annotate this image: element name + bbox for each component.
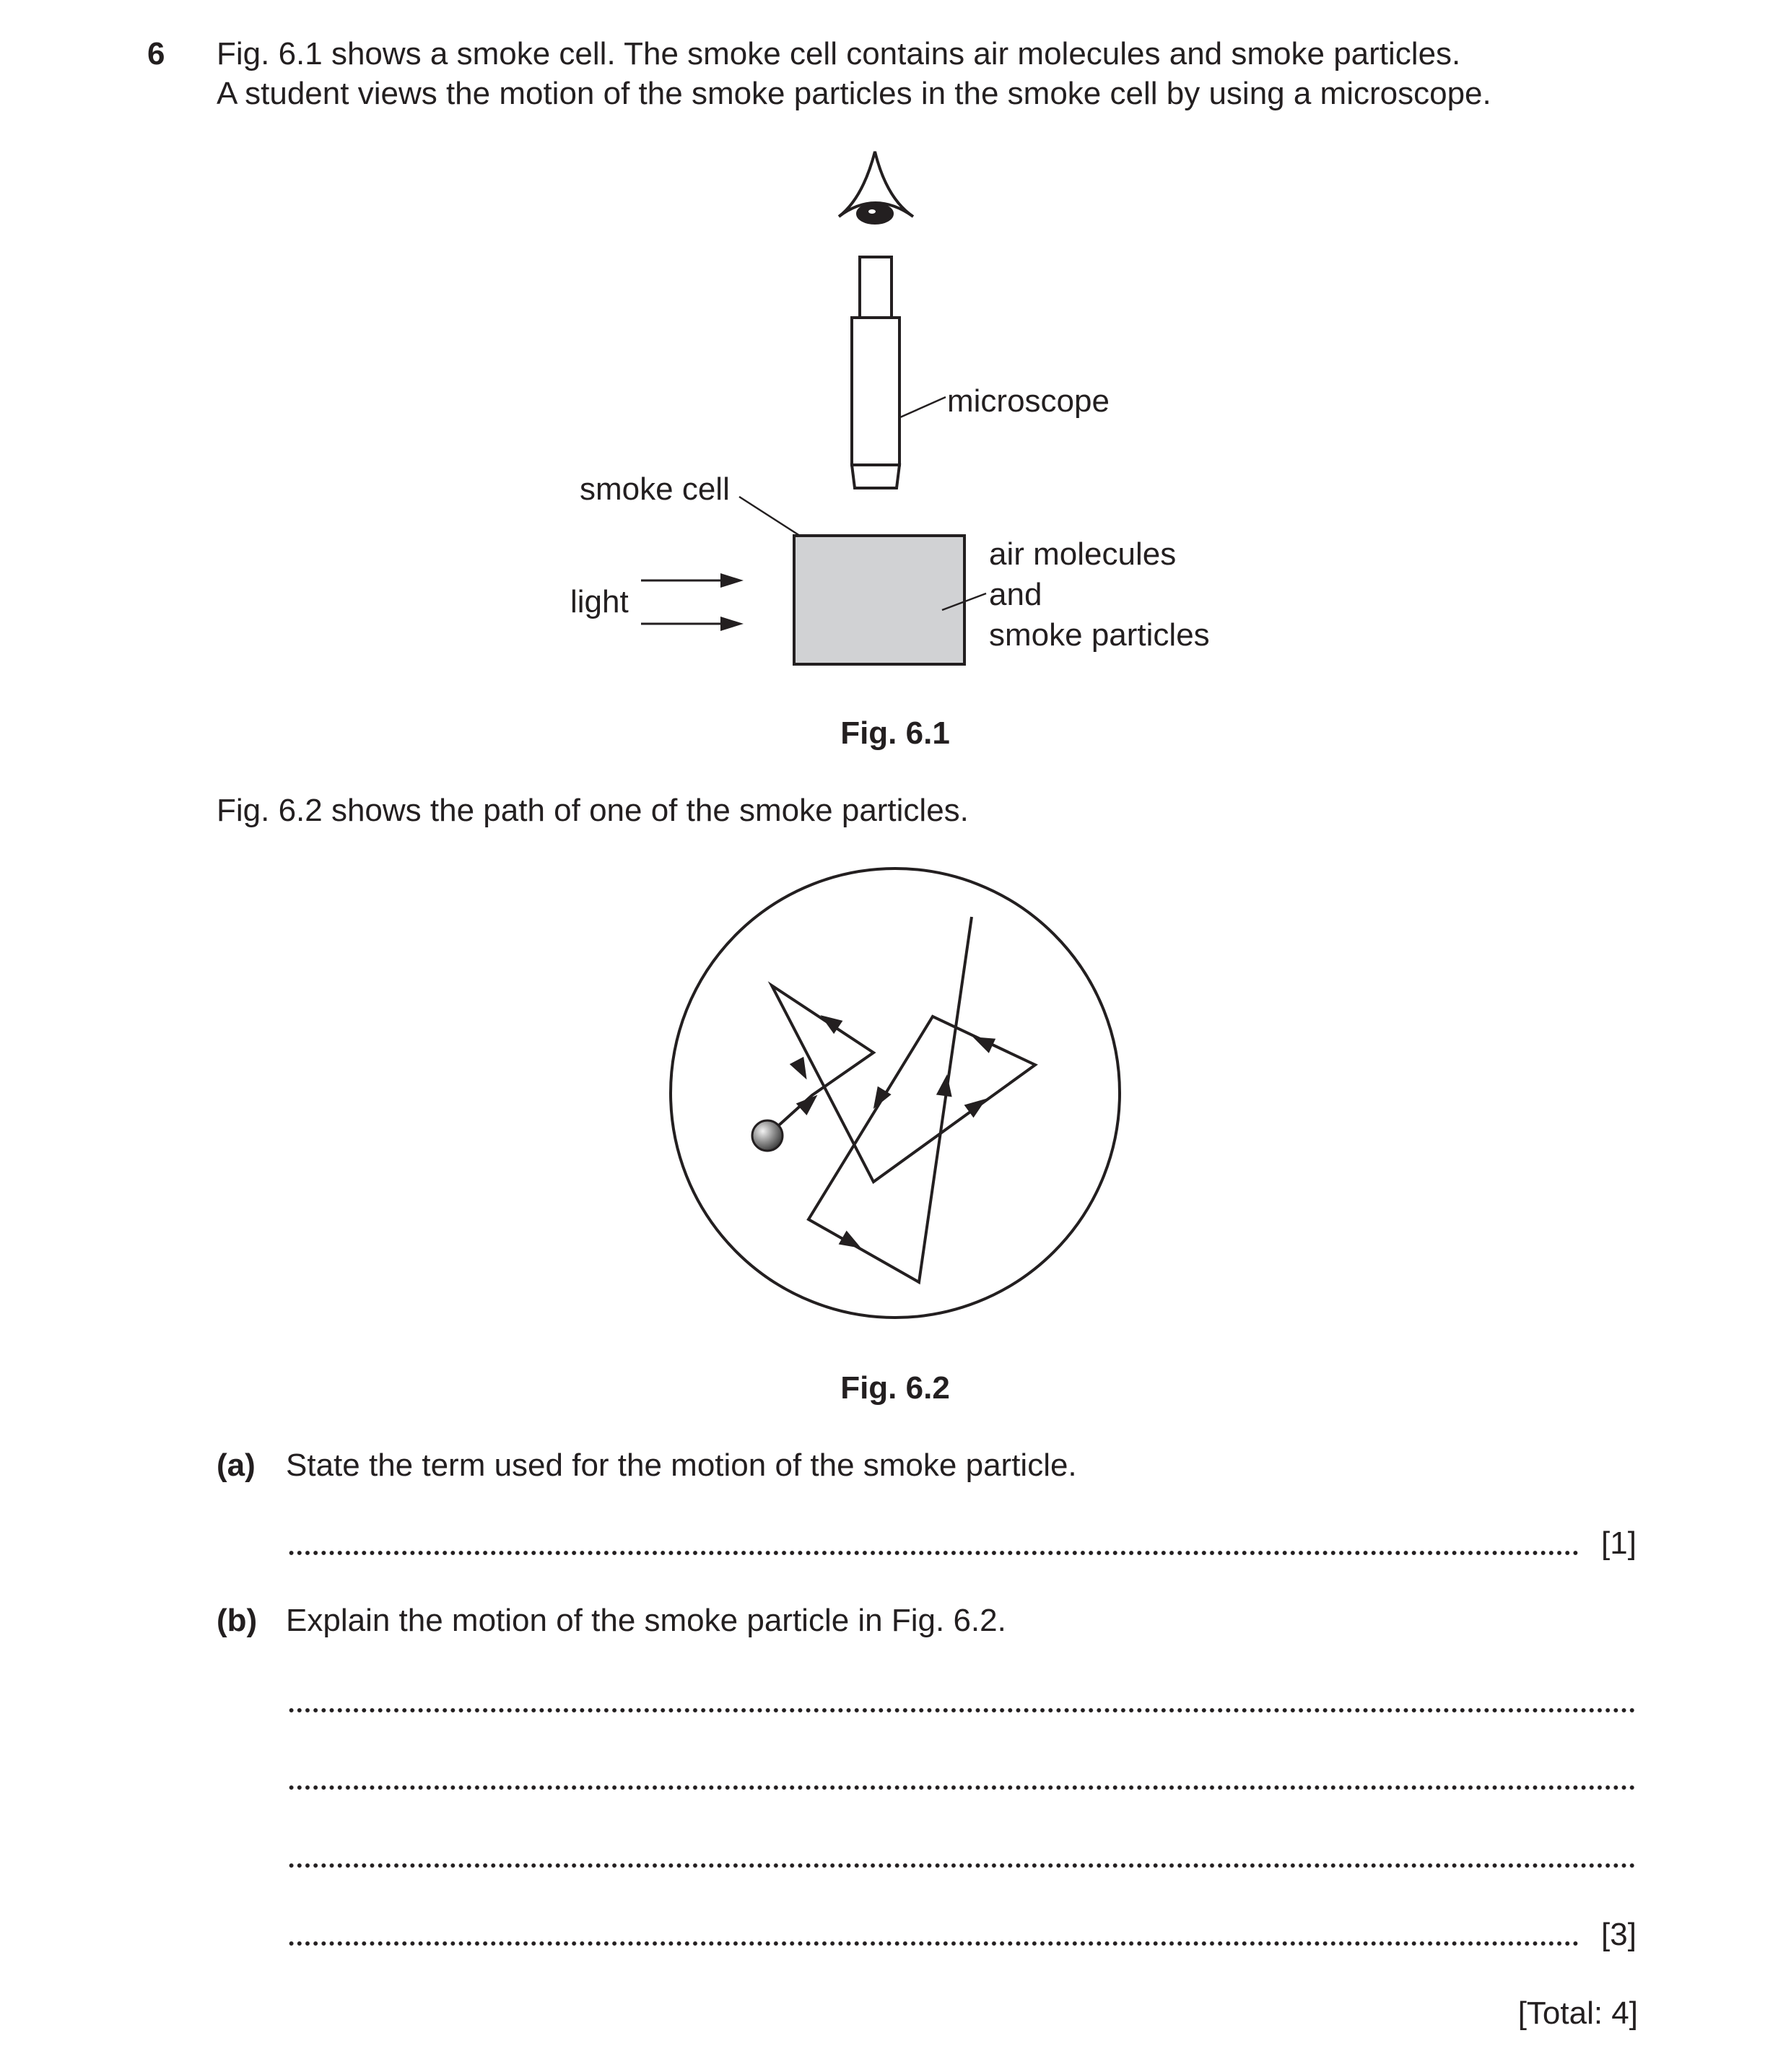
label-contents-2: and [989,577,1042,612]
part-a-question: State the term used for the motion of the smoke particle. [286,1448,1077,1483]
part-a-label: (a) [217,1448,256,1483]
fig-6-2-caption: Fig. 6.2 [840,1370,950,1406]
fig-6-2-diagram [671,869,1120,1318]
microscope-tube [852,257,899,488]
total-marks: [Total: 4] [1517,1995,1638,2031]
smoke-particle-ball [752,1120,783,1151]
part-b-marks: [3] [1601,1917,1637,1952]
part-b-answer-line-4[interactable] [287,1941,1581,1946]
label-contents-1: air molecules [989,536,1177,572]
part-b-question: Explain the motion of the smoke particle in Fig. 6.2. [286,1603,1006,1638]
part-b-answer-line-2[interactable] [287,1785,1637,1790]
path-direction-arrows [790,1009,995,1255]
smoke-cell-box [794,536,964,664]
microscope-leader-line [900,397,946,417]
fig-6-2-intro: Fig. 6.2 shows the path of one of the smoke particles. [217,793,969,828]
fig-6-1-caption: Fig. 6.1 [840,715,950,751]
question-intro-line-2: A student views the motion of the smoke particles in the smoke cell by using a microscope. [217,76,1491,111]
light-arrows [641,573,744,631]
part-a-answer-line[interactable] [287,1551,1581,1555]
part-b-label: (b) [217,1603,258,1638]
microscope-view-circle [671,869,1120,1318]
question-intro-line-1: Fig. 6.1 shows a smoke cell. The smoke cell contains air molecules and smoke particles. [217,36,1461,71]
label-smoke-cell: smoke cell [580,471,730,507]
eye-icon [839,152,913,223]
label-light: light [570,584,629,619]
part-b-answer-line-3[interactable] [287,1863,1637,1868]
part-b-answer-line-1[interactable] [287,1708,1637,1712]
part-a-marks: [1] [1601,1525,1637,1561]
smoke-cell-leader-line [739,497,800,536]
question-number: 6 [147,36,165,71]
label-contents-3: smoke particles [989,617,1210,653]
label-microscope: microscope [947,383,1110,419]
